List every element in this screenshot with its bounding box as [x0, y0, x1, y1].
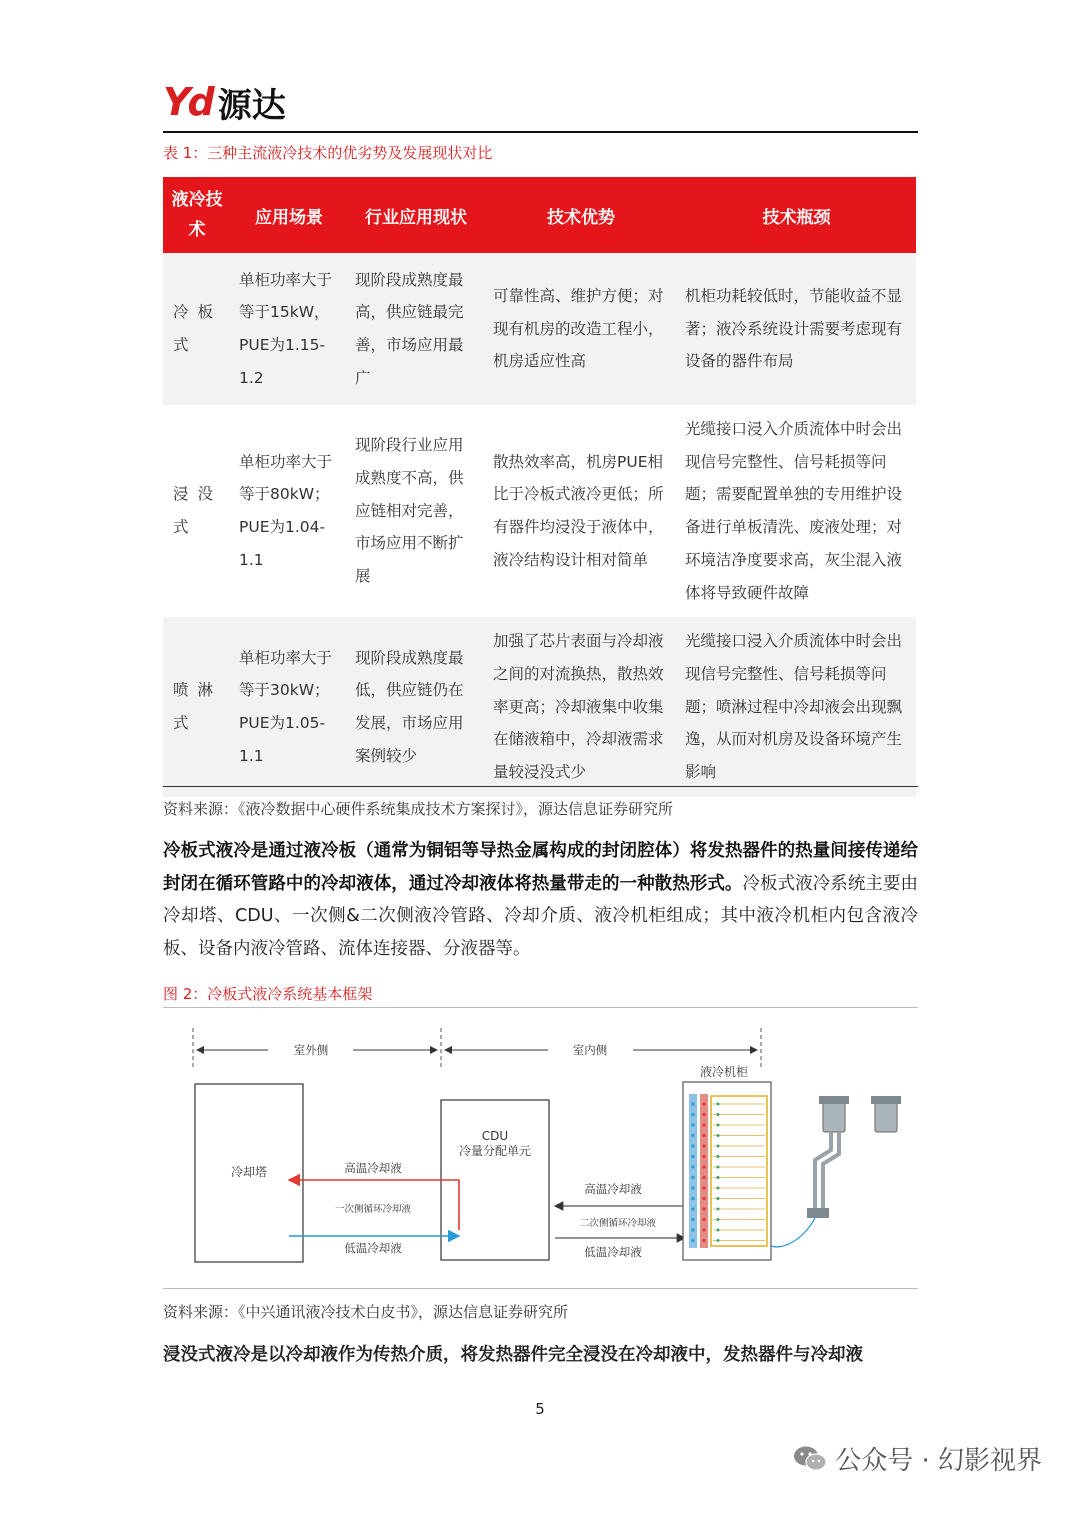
- header-bottleneck: 技术瓶颈: [677, 177, 916, 253]
- cell-tech: 浸没式: [163, 405, 231, 617]
- connector-dot: [691, 1197, 694, 1200]
- connector-dot: [691, 1239, 694, 1242]
- cell-status: 现阶段行业应用成熟度不高，供应链相对完善，市场应用不断扩展: [347, 405, 485, 617]
- header-advantage: 技术优势: [485, 177, 677, 253]
- server-frame: [711, 1096, 767, 1246]
- primary-loop-label: 一次侧循环冷却液: [334, 1204, 412, 1215]
- connector-dot: [702, 1123, 705, 1126]
- connector-dot: [702, 1228, 705, 1231]
- connector-dot: [717, 1239, 720, 1242]
- figure-bottom-rule: [163, 1288, 918, 1289]
- connector-dot: [717, 1155, 720, 1158]
- cell-scene: 单柜功率大于等于30kW；PUE为1.05-1.1: [231, 617, 347, 797]
- connector-dot: [717, 1145, 720, 1148]
- secondary-cold-label: 低温冷却液: [584, 1245, 642, 1259]
- connector-dot: [691, 1165, 694, 1168]
- header-divider: [163, 131, 918, 133]
- cell-bottleneck: 光缆接口浸入介质流体中时会出现信号完整性、信号耗损等问题；需要配置单独的专用维护设备进行单板清洗、废液处理；对环境洁净度要求高，灰尘混入液体将导致硬件故障: [677, 405, 916, 617]
- connector-dot: [702, 1197, 705, 1200]
- cabinet-label: 液冷机柜: [699, 1065, 749, 1079]
- cell-bottleneck: 光缆接口浸入介质流体中时会出现信号完整性、信号耗损等问题；喷淋过程中冷却液会出现飘逸，从而对机房及设备环境产生影响: [677, 617, 916, 797]
- primary-hot-label: 高温冷却液: [344, 1161, 402, 1175]
- connector-dot: [691, 1186, 694, 1189]
- connector-dot: [702, 1113, 705, 1116]
- connector-dot: [717, 1113, 720, 1116]
- cell-status: 现阶段成熟度最低，供应链仍在发展，市场应用案例较少: [347, 617, 485, 797]
- cell-advantage: 散热效率高，机房PUE相比于冷板式液冷更低；所有器件均浸没于液体中，液冷结构设计相对简单: [485, 405, 677, 617]
- connector-dot: [691, 1218, 694, 1221]
- connector-dot: [702, 1207, 705, 1210]
- connector-dot: [702, 1102, 705, 1105]
- header-scene: 应用场景: [231, 177, 347, 253]
- paragraph-cold-plate: [163, 835, 918, 965]
- brand-logo: [163, 80, 286, 124]
- cell-status: 现阶段成熟度最高，供应链最完善，市场应用最广: [347, 253, 485, 405]
- connector-dot: [691, 1123, 694, 1126]
- cell-tech: 冷板式: [163, 253, 231, 405]
- connector-dot: [691, 1102, 694, 1105]
- cdu-label: CDU: [481, 1129, 509, 1143]
- logo-name: 源达: [217, 85, 286, 126]
- table-row: [163, 405, 916, 617]
- connector-dot: [717, 1208, 720, 1211]
- connector-dot: [702, 1239, 705, 1242]
- connector-dot: [717, 1218, 720, 1221]
- connector-dot: [717, 1166, 720, 1169]
- connector-dot: [717, 1103, 720, 1106]
- figure-top-rule: [163, 1007, 918, 1008]
- wechat-icon: [793, 1445, 827, 1473]
- figure-source: 资料来源：《中兴通讯液冷技术白皮书》，源达信息证券研究所: [163, 1303, 569, 1321]
- table-row: [163, 617, 916, 797]
- cell-scene: 单柜功率大于等于15kW，PUE为1.15-1.2: [231, 253, 347, 405]
- connector-dot: [702, 1218, 705, 1221]
- connector-dot: [717, 1176, 720, 1179]
- connector-dot: [702, 1144, 705, 1147]
- table-row: [163, 253, 916, 405]
- connector-dot: [702, 1134, 705, 1137]
- cell-advantage: 可靠性高、维护方便；对现有机房的改造工程小，机房适应性高: [485, 253, 677, 405]
- cell-tech: 喷淋式: [163, 617, 231, 797]
- primary-cold-label: 低温冷却液: [344, 1241, 402, 1255]
- cabinet-servers: [689, 1094, 767, 1248]
- outdoor-label: 室外侧: [293, 1043, 329, 1057]
- comparison-table: [163, 177, 916, 797]
- paragraph-bold-text: 冷板式液冷是通过液冷板（通常为铜铝等导热金属构成的封闭腔体）将发热器件的热量间接传递给封闭在循环管路中的冷却液体，通过冷却液体将热量带走的一种散热形式。: [163, 841, 918, 894]
- connector-dot: [691, 1113, 694, 1116]
- page-number: 5: [535, 1400, 545, 1418]
- manifold-cold: [689, 1094, 697, 1248]
- connector-dot: [702, 1155, 705, 1158]
- connector-dot: [717, 1134, 720, 1137]
- connector-dot: [702, 1165, 705, 1168]
- connector-dot: [717, 1197, 720, 1200]
- cell-advantage: 加强了芯片表面与冷却液之间的对流换热，散热效率更高；冷却液集中收集在储液箱中，冷却液需求量较浸没式少: [485, 617, 677, 797]
- cold-plate-assembly: [771, 1096, 901, 1247]
- connector-dot: [691, 1176, 694, 1179]
- header-status: 行业应用现状: [347, 177, 485, 253]
- table-caption: 表 1：三种主流液冷技术的优劣势及发展现状对比: [163, 144, 493, 162]
- connector-dot: [691, 1144, 694, 1147]
- paragraph-normal-text: 冷板式液冷系统主要由冷却塔、CDU、一次侧&二次侧液冷管路、冷却介质、液冷机柜组成；其中液冷机柜内包含液冷板、设备内液冷管路、流体连接器、分液器等。: [163, 873, 919, 959]
- connector-dot: [717, 1124, 720, 1127]
- figure-caption: 图 2：冷板式液冷系统基本框架: [163, 985, 373, 1003]
- logo-mark: Yd: [163, 80, 212, 124]
- paragraph-immersion: 浸没式液冷是以冷却液作为传热介质，将发热器件完全浸没在冷却液中，发热器件与冷却液: [163, 1345, 863, 1365]
- watermark-text: 公众号 · 幻影视界: [835, 1446, 1042, 1476]
- connector-dot: [691, 1228, 694, 1231]
- indoor-label: 室内侧: [572, 1043, 608, 1057]
- connector-dot: [691, 1207, 694, 1210]
- connector-dot: [717, 1187, 720, 1190]
- connector-dot: [691, 1134, 694, 1137]
- cooling-tower-label: 冷却塔: [230, 1165, 268, 1179]
- cold-plate-system-diagram: [163, 1010, 918, 1285]
- connector-dot: [691, 1155, 694, 1158]
- connector-dot: [717, 1229, 720, 1232]
- wechat-watermark: [793, 1440, 1042, 1477]
- table-bottom-rule: [163, 786, 918, 787]
- header-tech: 液冷技术: [163, 177, 231, 253]
- connector-dot: [702, 1176, 705, 1179]
- cell-bottleneck: 机柜功耗较低时，节能收益不显著；液冷系统设计需要考虑现有设备的器件布局: [677, 253, 916, 405]
- connector-dot: [702, 1186, 705, 1189]
- table-source: 资料来源：《液冷数据中心硬件系统集成技术方案探讨》，源达信息证券研究所: [163, 800, 674, 818]
- secondary-hot-label: 高温冷却液: [584, 1182, 642, 1196]
- manifold-hot: [700, 1094, 708, 1248]
- cell-scene: 单柜功率大于等于80kW；PUE为1.04-1.1: [231, 405, 347, 617]
- cdu-sublabel: 冷量分配单元: [458, 1144, 532, 1158]
- secondary-loop-label: 二次侧循环冷却液: [579, 1218, 657, 1229]
- table-header-row: [163, 177, 916, 253]
